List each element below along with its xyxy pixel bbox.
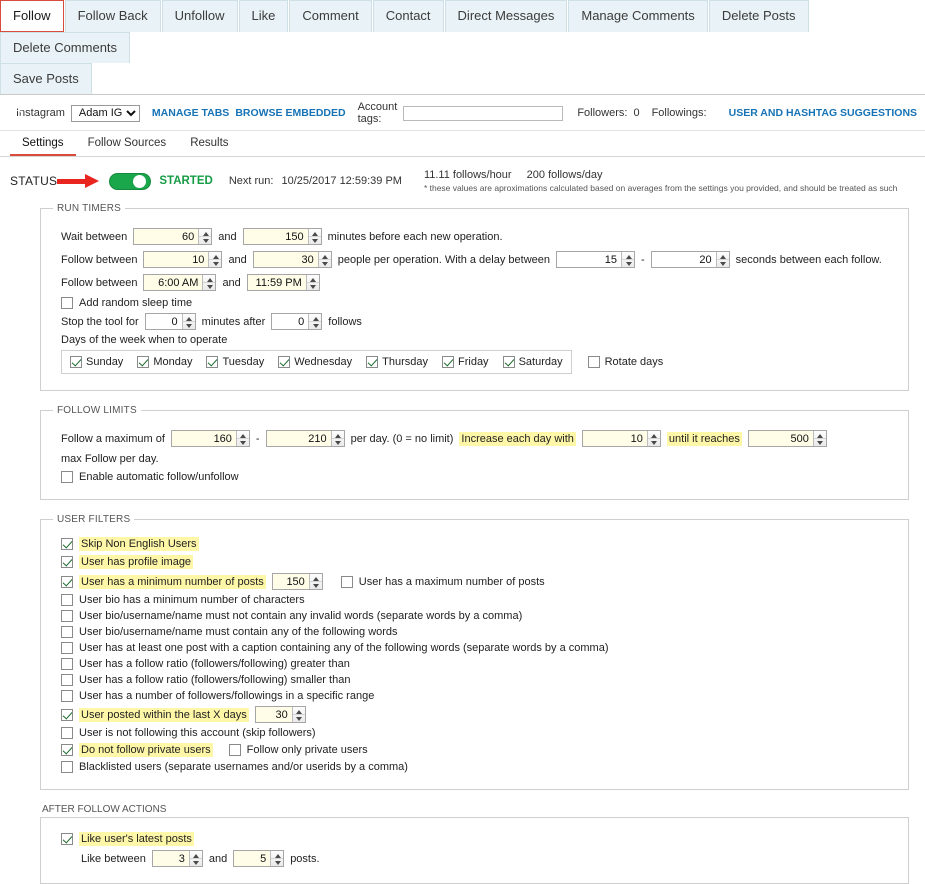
filter-ratio-greater[interactable] <box>53 658 896 670</box>
tab-comment[interactable]: Comment <box>289 0 371 32</box>
rate-per-day: 200 follows/day <box>526 169 603 181</box>
account-select[interactable] <box>71 105 140 122</box>
random-sleep-row[interactable] <box>53 297 896 309</box>
rate-per-hour: 11.11 follows/hour <box>423 169 512 181</box>
filter-bio-min-chars-label[interactable]: User bio has a minimum number of characters <box>79 594 305 606</box>
wait-max-stepper[interactable] <box>243 228 322 245</box>
filter-min-posts-label[interactable]: User has a minimum number of posts <box>81 575 264 588</box>
status-toggle[interactable] <box>109 173 151 190</box>
wait-suffix-label: minutes before each new operation. <box>327 230 503 243</box>
follow-max-arrows[interactable] <box>318 252 331 267</box>
account-tags-input[interactable] <box>403 106 563 121</box>
like-min-arrows[interactable] <box>189 851 202 866</box>
subtab-results[interactable]: Results <box>190 137 229 149</box>
day-monday-label[interactable]: Monday <box>153 356 193 368</box>
filter-min-posts-arrows[interactable] <box>309 574 322 589</box>
follow-min-input[interactable] <box>144 252 208 267</box>
like-max-arrows[interactable] <box>270 851 283 866</box>
like-suffix-label: posts. <box>290 852 320 865</box>
day-wednesday[interactable] <box>278 356 352 368</box>
filter-min-posts-checkbox[interactable] <box>61 576 73 588</box>
follow-max-input[interactable] <box>254 252 318 267</box>
account-tags-label: Account tags: <box>357 101 398 125</box>
filter-caption-words-label[interactable]: User has at least one post with a caption containing any of the following words (separate words by a comma) <box>79 642 609 654</box>
wait-between-label: Wait between <box>61 230 128 243</box>
follow-max-dash: - <box>255 432 260 445</box>
and-label-3: and <box>222 276 241 289</box>
stop-minutes-stepper[interactable] <box>145 313 196 330</box>
delay-max-stepper[interactable] <box>651 251 730 268</box>
browse-embedded-link[interactable]: BROWSE EMBEDDED <box>235 107 346 119</box>
user-filters-panel <box>40 514 909 790</box>
platform-label: Instagram <box>16 107 65 119</box>
tab-manage-comments[interactable]: Manage Comments <box>568 0 707 32</box>
follow-between-label: Follow between <box>61 253 138 266</box>
filter-private-users-row <box>53 743 896 757</box>
after-follow-legend: AFTER FOLLOW ACTIONS <box>42 804 167 815</box>
increase-stepper[interactable] <box>582 430 661 447</box>
filter-only-private-label[interactable]: Follow only private users <box>246 744 368 756</box>
followings-label: Followings: <box>651 107 707 119</box>
filter-ratio-smaller[interactable] <box>53 674 896 686</box>
follow-max-max-stepper[interactable] <box>266 430 345 447</box>
until-reaches-label: until it reaches <box>668 432 740 445</box>
time-window-row <box>53 274 896 291</box>
followers-label: Followers: <box>577 107 628 119</box>
filter-profile-image-checkbox[interactable] <box>61 556 73 568</box>
user-filters-legend: USER FILTERS <box>57 514 131 525</box>
days-of-week-box <box>61 350 572 374</box>
tab-save-posts[interactable]: Save Posts <box>0 63 92 94</box>
day-monday[interactable] <box>137 356 192 368</box>
until-suffix-label: max Follow per day. <box>61 453 159 465</box>
next-run-label: Next run: <box>228 175 274 187</box>
filter-only-private-checkbox[interactable] <box>229 744 241 756</box>
settings-content <box>0 203 925 884</box>
filter-required-words-label[interactable]: User bio/username/name must contain any of the following words <box>79 626 398 638</box>
day-thursday-checkbox[interactable] <box>366 356 378 368</box>
filter-posted-within-label[interactable]: User posted within the last X days <box>81 708 247 721</box>
day-sunday-label[interactable]: Sunday <box>86 356 124 368</box>
time-from-stepper[interactable] <box>143 274 216 291</box>
day-sunday-checkbox[interactable] <box>70 356 82 368</box>
filter-skip-non-english-label[interactable]: Skip Non English Users <box>81 538 197 550</box>
like-min-stepper[interactable] <box>152 850 203 867</box>
wait-min-arrows[interactable] <box>198 229 211 244</box>
follow-min-arrows[interactable] <box>208 252 221 267</box>
filter-profile-image-label[interactable]: User has profile image <box>81 556 192 568</box>
day-tuesday-checkbox[interactable] <box>206 356 218 368</box>
filter-not-following-label[interactable]: User is not following this account (skip followers) <box>79 727 316 739</box>
filter-blacklisted[interactable] <box>53 761 896 773</box>
tab-unfollow[interactable]: Unfollow <box>162 0 238 32</box>
run-timers-panel <box>40 203 909 391</box>
time-from-input[interactable] <box>144 275 202 290</box>
filter-ratio-smaller-checkbox[interactable] <box>61 674 73 686</box>
filter-max-posts-label[interactable]: User has a maximum number of posts <box>358 575 545 588</box>
filter-bio-min-chars-checkbox[interactable] <box>61 594 73 606</box>
auto-follow-unfollow-checkbox[interactable] <box>61 471 73 483</box>
until-input[interactable] <box>749 431 813 446</box>
filter-skip-non-english[interactable] <box>53 537 896 551</box>
followers-value: 0 <box>633 107 640 119</box>
and-label-1: and <box>218 230 237 243</box>
filter-blacklisted-checkbox[interactable] <box>61 761 73 773</box>
stop-follows-input[interactable] <box>272 314 308 329</box>
filter-no-private-label[interactable]: Do not follow private users <box>81 744 211 756</box>
filter-no-private-checkbox[interactable] <box>61 744 73 756</box>
follow-max-stepper[interactable] <box>253 251 332 268</box>
stop-minutes-input[interactable] <box>146 314 182 329</box>
like-between-label: Like between <box>81 852 146 865</box>
run-timers-legend: RUN TIMERS <box>57 203 122 214</box>
red-arrow-icon <box>57 174 101 188</box>
delay-dash: - <box>641 253 645 266</box>
stop-mid-label: minutes after <box>201 315 266 328</box>
day-friday[interactable] <box>442 356 489 368</box>
day-thursday[interactable] <box>366 356 428 368</box>
status-row <box>0 157 925 203</box>
filter-posted-within-input[interactable] <box>256 707 292 722</box>
manage-tabs-link[interactable]: MANAGE TABS <box>151 107 230 119</box>
sub-tab-bar <box>0 131 925 157</box>
filter-posted-within-checkbox[interactable] <box>61 709 73 721</box>
stop-suffix-label: follows <box>328 315 362 328</box>
filter-ratio-greater-checkbox[interactable] <box>61 658 73 670</box>
like-latest-posts-label[interactable]: Like user's latest posts <box>81 833 192 845</box>
tab-delete-comments[interactable]: Delete Comments <box>0 32 130 63</box>
wait-max-input[interactable] <box>244 229 308 244</box>
follow-max-min-stepper[interactable] <box>171 430 250 447</box>
filter-required-words-checkbox[interactable] <box>61 626 73 638</box>
filter-posted-within-stepper[interactable] <box>255 706 306 723</box>
follow-limits-panel <box>40 405 909 500</box>
delay-min-stepper[interactable] <box>556 251 635 268</box>
increase-arrows[interactable] <box>647 431 660 446</box>
delay-min-input[interactable] <box>557 252 621 267</box>
day-saturday-label[interactable]: Saturday <box>518 356 563 368</box>
next-run-value: 10/25/2017 12:59:39 PM <box>281 175 402 187</box>
filter-followers-range-label[interactable]: User has a number of followers/followings in a specific range <box>79 690 375 702</box>
follow-max-label: Follow a maximum of <box>61 432 165 445</box>
user-hashtag-suggestions-link[interactable]: USER AND HASHTAG SUGGESTIONS <box>728 107 918 119</box>
auto-follow-unfollow-row[interactable] <box>53 471 896 483</box>
increase-input[interactable] <box>583 431 647 446</box>
filter-followers-range[interactable] <box>53 690 896 702</box>
follow-max-max-input[interactable] <box>267 431 331 446</box>
day-wednesday-label[interactable]: Wednesday <box>294 356 353 368</box>
main-tab-bar <box>0 0 925 95</box>
like-between-row <box>53 850 896 867</box>
status-state: STARTED <box>159 175 213 187</box>
filter-followers-range-checkbox[interactable] <box>61 690 73 702</box>
random-sleep-checkbox[interactable] <box>61 297 73 309</box>
until-arrows[interactable] <box>813 431 826 446</box>
wait-max-arrows[interactable] <box>308 229 321 244</box>
time-between-label: Follow between <box>61 276 138 289</box>
rate-note: * these values are aproximations calculated based on averages from the settings you provided, and should be treated as such <box>423 183 898 193</box>
filter-posted-within-row <box>53 706 896 723</box>
follow-between-row <box>53 251 896 268</box>
time-to-arrows[interactable] <box>306 275 319 290</box>
stop-tool-label: Stop the tool for <box>61 315 139 328</box>
follow-max-row <box>53 430 896 465</box>
tab-follow-back[interactable]: Follow Back <box>65 0 161 32</box>
rotate-days-label[interactable]: Rotate days <box>604 356 664 368</box>
random-sleep-label[interactable]: Add random sleep time <box>79 297 193 309</box>
filter-skip-non-english-checkbox[interactable] <box>61 538 73 550</box>
subtab-follow-sources[interactable]: Follow Sources <box>87 137 167 149</box>
filter-not-following[interactable] <box>53 727 896 739</box>
days-row <box>53 350 896 374</box>
stop-minutes-arrows[interactable] <box>182 314 195 329</box>
filter-ratio-smaller-label[interactable]: User has a follow ratio (followers/following) smaller than <box>79 674 351 686</box>
account-bar <box>0 95 925 131</box>
tab-follow[interactable]: Follow <box>0 0 64 32</box>
wait-min-input[interactable] <box>134 229 198 244</box>
wait-between-row <box>53 228 896 245</box>
days-of-week-label: Days of the week when to operate <box>61 334 228 346</box>
follow-limits-legend: FOLLOW LIMITS <box>57 405 137 416</box>
after-follow-panel <box>40 817 909 884</box>
and-label-2: and <box>228 253 247 266</box>
delay-min-arrows[interactable] <box>621 252 634 267</box>
filter-invalid-words[interactable] <box>53 610 896 622</box>
rate-info <box>424 169 897 193</box>
like-latest-posts-checkbox[interactable] <box>61 833 73 845</box>
wait-min-stepper[interactable] <box>133 228 212 245</box>
follow-max-min-arrows[interactable] <box>236 431 249 446</box>
like-and-label: and <box>208 852 228 865</box>
filter-bio-min-chars[interactable] <box>53 594 896 606</box>
auto-follow-unfollow-label[interactable]: Enable automatic follow/unfollow <box>79 471 239 483</box>
day-sunday[interactable] <box>70 356 123 368</box>
day-saturday[interactable] <box>503 356 563 368</box>
filter-invalid-words-checkbox[interactable] <box>61 610 73 622</box>
tab-contact[interactable]: Contact <box>373 0 444 32</box>
stop-tool-row <box>53 313 896 330</box>
like-min-input[interactable] <box>153 851 189 866</box>
days-label-row <box>53 334 896 346</box>
subtab-settings[interactable]: Settings <box>10 131 76 156</box>
time-from-arrows[interactable] <box>202 275 215 290</box>
day-thursday-label[interactable]: Thursday <box>382 356 428 368</box>
filter-min-posts-input[interactable] <box>273 574 309 589</box>
per-day-label: per day. (0 = no limit) <box>350 432 454 445</box>
tab-delete-posts[interactable]: Delete Posts <box>709 0 809 32</box>
tab-direct-messages[interactable]: Direct Messages <box>445 0 568 32</box>
until-stepper[interactable] <box>748 430 827 447</box>
filter-caption-words[interactable] <box>53 642 896 654</box>
delay-max-arrows[interactable] <box>716 252 729 267</box>
filter-posted-within-arrows[interactable] <box>292 707 305 722</box>
tab-like[interactable]: Like <box>239 0 289 32</box>
status-label: STATUS <box>10 174 58 188</box>
filter-not-following-checkbox[interactable] <box>61 727 73 739</box>
day-friday-checkbox[interactable] <box>442 356 454 368</box>
like-max-stepper[interactable] <box>233 850 284 867</box>
increase-each-day-label: Increase each day with <box>461 432 574 445</box>
follow-max-max-arrows[interactable] <box>331 431 344 446</box>
filter-min-posts-stepper[interactable] <box>272 573 323 590</box>
day-tuesday-label[interactable]: Tuesday <box>222 356 265 368</box>
like-latest-posts-row[interactable] <box>53 832 896 846</box>
follow-min-stepper[interactable] <box>143 251 222 268</box>
day-wednesday-checkbox[interactable] <box>278 356 290 368</box>
filter-ratio-greater-label[interactable]: User has a follow ratio (followers/following) greater than <box>79 658 350 670</box>
stop-follows-stepper[interactable] <box>271 313 322 330</box>
time-to-stepper[interactable] <box>247 274 320 291</box>
follow-max-min-input[interactable] <box>172 431 236 446</box>
filter-max-posts-checkbox[interactable] <box>341 576 353 588</box>
stop-follows-arrows[interactable] <box>308 314 321 329</box>
day-saturday-checkbox[interactable] <box>503 356 515 368</box>
filter-invalid-words-label[interactable]: User bio/username/name must not contain any invalid words (separate words by a comma) <box>79 610 523 622</box>
rotate-days-checkbox[interactable] <box>588 356 600 368</box>
follow-suffix-label: people per operation. With a delay between <box>337 253 550 266</box>
day-tuesday[interactable] <box>206 356 264 368</box>
filter-caption-words-checkbox[interactable] <box>61 642 73 654</box>
filter-blacklisted-label[interactable]: Blacklisted users (separate usernames and/or userids by a comma) <box>79 761 408 773</box>
day-friday-label[interactable]: Friday <box>458 356 489 368</box>
day-monday-checkbox[interactable] <box>137 356 149 368</box>
rotate-days[interactable] <box>588 356 664 368</box>
like-max-input[interactable] <box>234 851 270 866</box>
time-to-input[interactable] <box>248 275 306 290</box>
delay-suffix-label: seconds between each follow. <box>735 253 882 266</box>
filter-min-posts-row <box>53 573 896 590</box>
filter-profile-image[interactable] <box>53 555 896 569</box>
delay-max-input[interactable] <box>652 252 716 267</box>
filter-required-words[interactable] <box>53 626 896 638</box>
